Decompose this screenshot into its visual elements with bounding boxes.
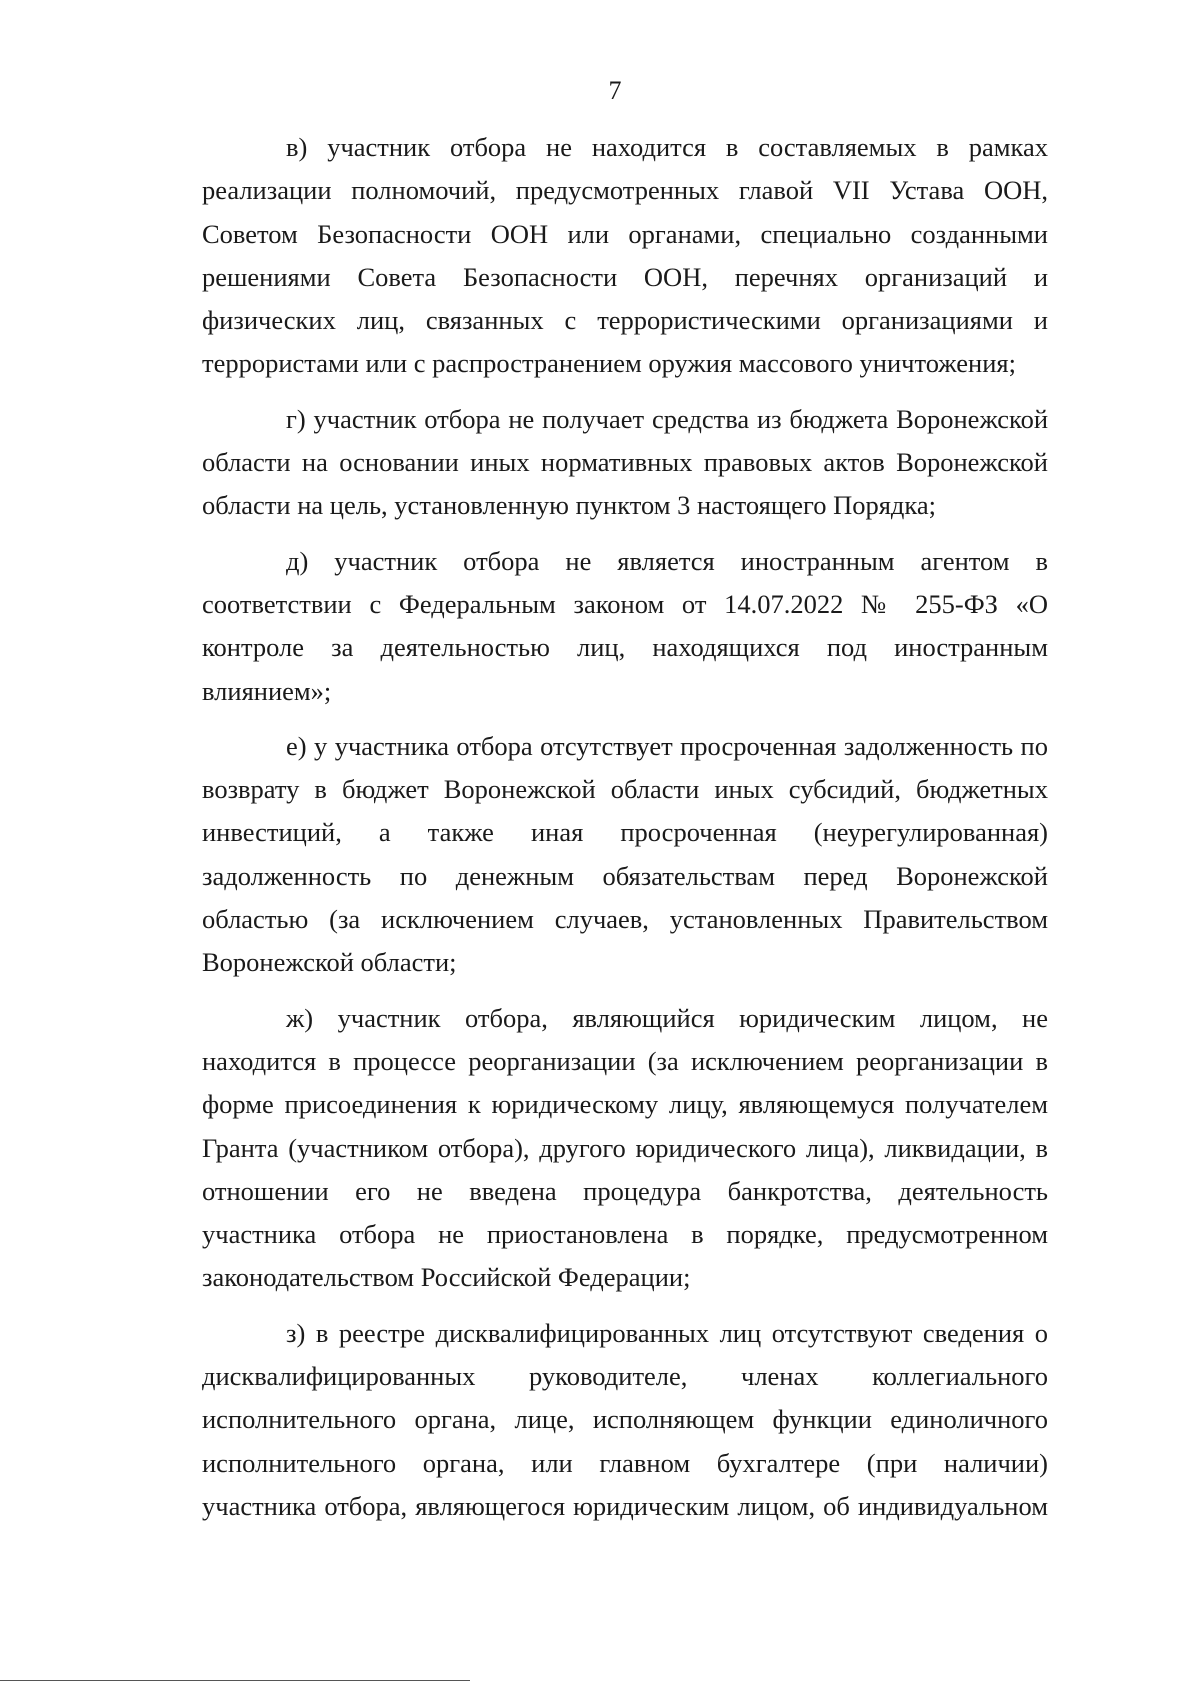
document-body: [202, 126, 1048, 1528]
page-number: 7: [608, 76, 622, 105]
paragraph-e: е) у участника отбора отсутствует просроченная задолженность по возврату в бюджет Воронежской области иных субсидий, бюджетных инвестиций, а также иная просроченная (неурегулированная) задолженность по денежным обязательствам перед Воронежской областью (за исключением случаев, установленных Правительством Воронежской области;: [202, 730, 1048, 978]
paragraph-z: з) в реестре дисквалифицированных лиц отсутствуют сведения о дисквалифицированных руководителе, членах коллегиального исполнительного органа, лице, исполняющем функции единоличного исполнительного органа, или главном бухгалтере (при наличии) участника отбора, являющегося юридическим лицом, об индивидуальном: [202, 1317, 1048, 1521]
paragraph-d: д) участник отбора не является иностранным агентом в соответствии с Федеральным законом от 14.07.2022 № 255-ФЗ «О контроле за деятельностью лиц, находящихся под иностранным влиянием»;: [202, 545, 1048, 706]
paragraph-v: в) участник отбора не находится в составляемых в рамках реализации полномочий, предусмотренных главой VII Устава ООН, Советом Безопасности ООН или органами, специально созданными решениями Совета Безопасности ООН, перечнях организаций и физических лиц, связанных с террористическими организациями и террористами или с распространением оружия массового уничтожения;: [202, 132, 1048, 379]
footer-divider: [0, 1680, 470, 1681]
paragraph-zh: ж) участник отбора, являющийся юридическим лицом, не находится в процессе реорганизации (за исключением реорганизации в форме присоединения к юридическому лицу, являющемуся получателем Гранта (участником отбора), другого юридического лица), ликвидации, в отношении его не введена процедура банкротства, деятельность участника отбора не приостановлена в порядке, предусмотренном законодательством Российской Федерации;: [202, 1002, 1048, 1293]
paragraph-g: г) участник отбора не получает средства из бюджета Воронежской области на основании иных нормативных правовых актов Воронежской области на цель, установленную пунктом 3 настоящего Порядка;: [202, 403, 1048, 521]
